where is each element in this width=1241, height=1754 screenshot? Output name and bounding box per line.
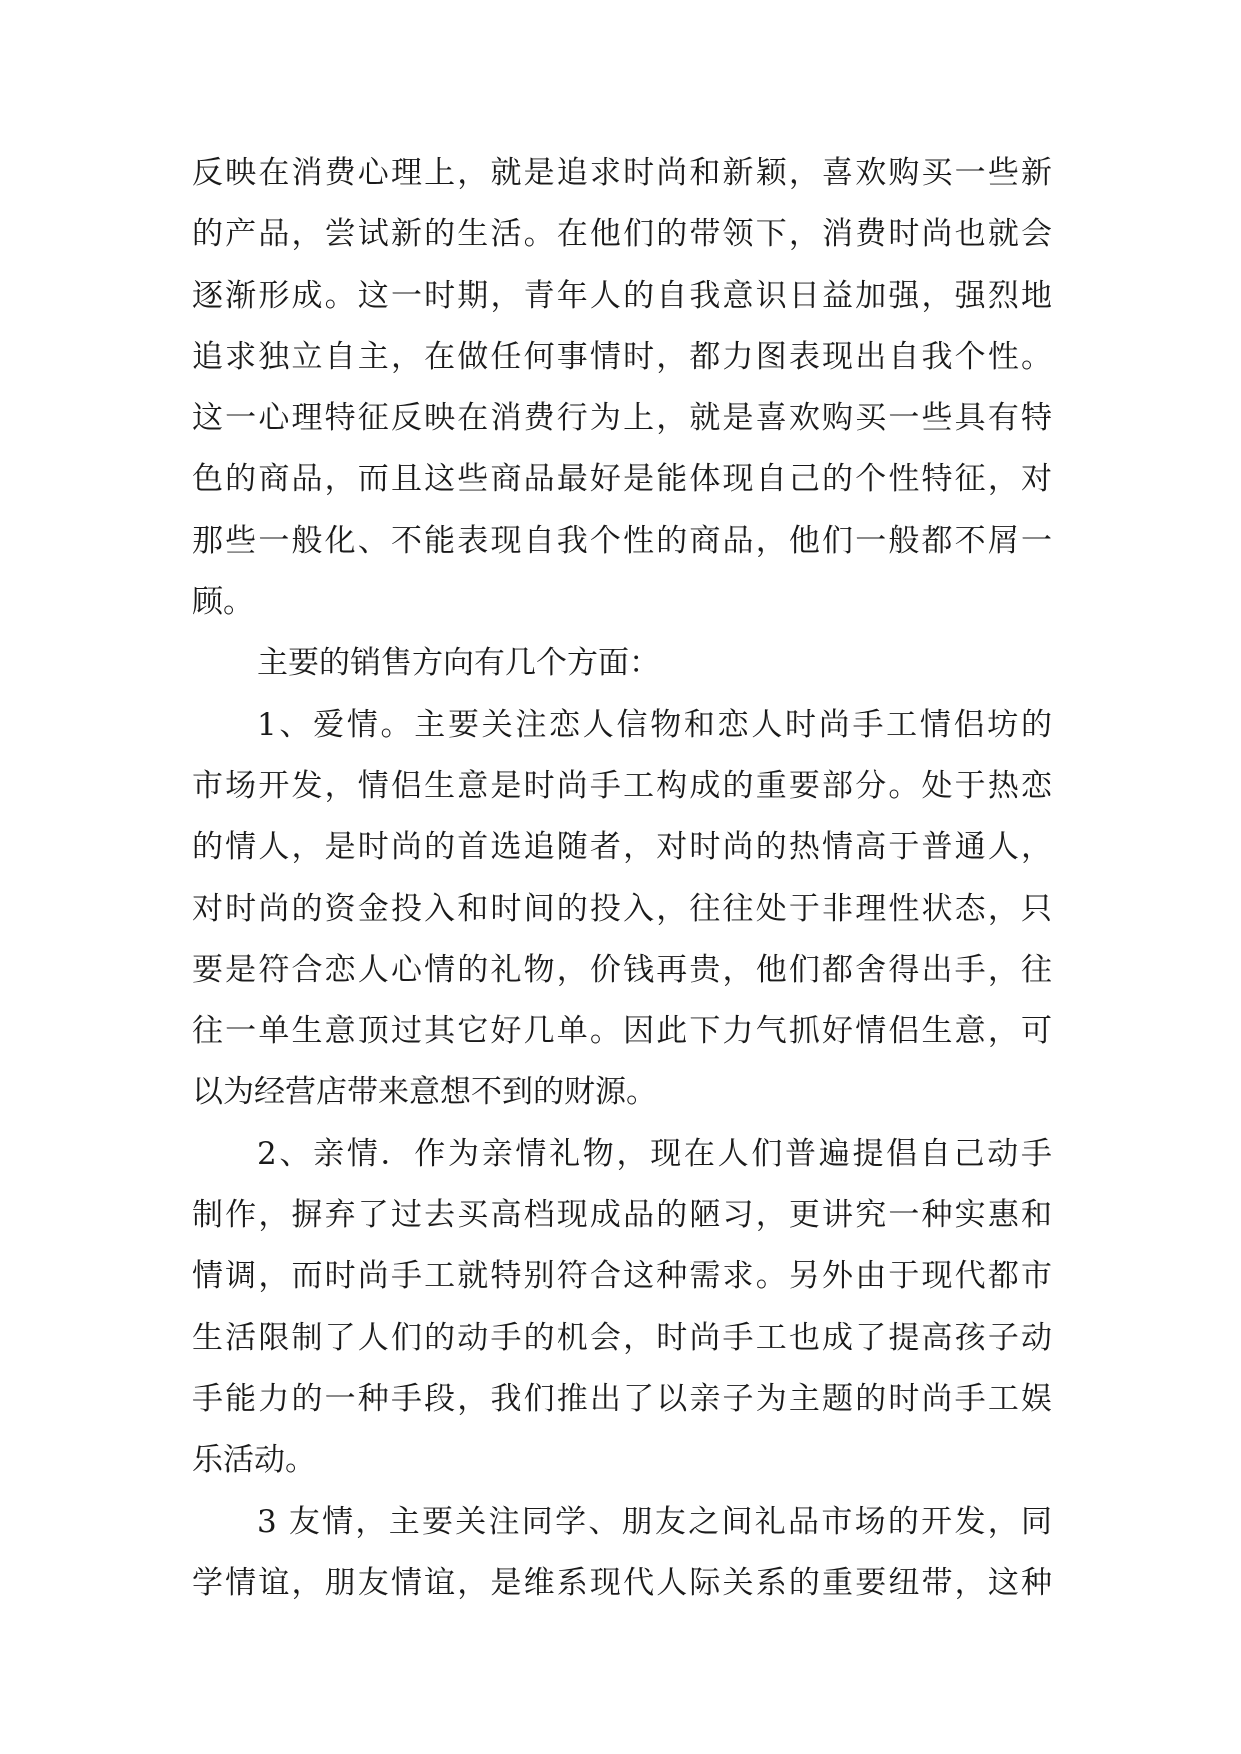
text-line: 学情谊，朋友情谊，是维系现代人际关系的重要纽带，这种 <box>192 1564 1052 1601</box>
text-line: 追求独立自主，在做任何事情时，都力图表现出自我个性。 <box>192 338 1052 375</box>
text-line: 这一心理特征反映在消费行为上，就是喜欢购买一些具有特 <box>192 400 1052 437</box>
text-line: 乐活动。 <box>192 1442 316 1479</box>
text-line: 色的商品，而且这些商品最好是能体现自己的个性特征，对 <box>192 461 1052 498</box>
text-line: 的产品，尝试新的生活。在他们的带领下，消费时尚也就会 <box>192 216 1052 253</box>
text-line: 1、爱情。主要关注恋人信物和恋人时尚手工情侣坊的 <box>257 706 1052 743</box>
text-line: 反映在消费心理上，就是追求时尚和新颖，喜欢购买一些新 <box>192 155 1052 191</box>
text-line: 制作，摒弃了过去买高档现成品的陋习，更讲究一种实惠和 <box>192 1197 1052 1234</box>
text-line: 市场开发，情侣生意是时尚手工构成的重要部分。处于热恋 <box>192 767 1052 804</box>
text-line: 要是符合恋人心情的礼物，价钱再贵，他们都舍得出手，往 <box>192 951 1052 988</box>
text-line: 逐渐形成。这一时期，青年人的自我意识日益加强，强烈地 <box>192 277 1052 314</box>
text-line: 的情人，是时尚的首选追随者，对时尚的热情高于普通人， <box>192 829 1052 866</box>
paragraph-consumer-psychology <box>192 143 1052 633</box>
text-line: 对时尚的资金投入和时间的投入，往往处于非理性状态，只 <box>192 890 1052 927</box>
text-line: 2、亲情．作为亲情礼物，现在人们普遍提倡自己动手 <box>257 1135 1052 1172</box>
text-line: 往一单生意顶过其它好几单。因此下力气抓好情侣生意，可 <box>192 1013 1052 1050</box>
paragraph-family <box>192 1124 1052 1492</box>
text-line: 3 友情，主要关注同学、朋友之间礼品市场的开发，同 <box>257 1503 1052 1540</box>
text-line: 那些一般化、不能表现自我个性的商品，他们一般都不屑一 <box>192 522 1052 559</box>
text-line: 以为经营店带来意想不到的财源。 <box>192 1074 657 1111</box>
text-line: 顾。 <box>192 584 254 621</box>
text-line: 情调，而时尚手工就特别符合这种需求。另外由于现代都市 <box>192 1258 1052 1295</box>
body-text <box>192 143 1052 1614</box>
paragraph-friendship <box>192 1492 1052 1615</box>
text-line: 生活限制了人们的动手的机会，时尚手工也成了提高孩子动 <box>192 1319 1052 1356</box>
text-line: 主要的销售方向有几个方面： <box>257 645 660 682</box>
text-line: 手能力的一种手段，我们推出了以亲子为主题的时尚手工娱 <box>192 1380 1052 1417</box>
paragraph-love <box>192 695 1052 1124</box>
paragraph-sales-directions-intro <box>192 633 1052 694</box>
